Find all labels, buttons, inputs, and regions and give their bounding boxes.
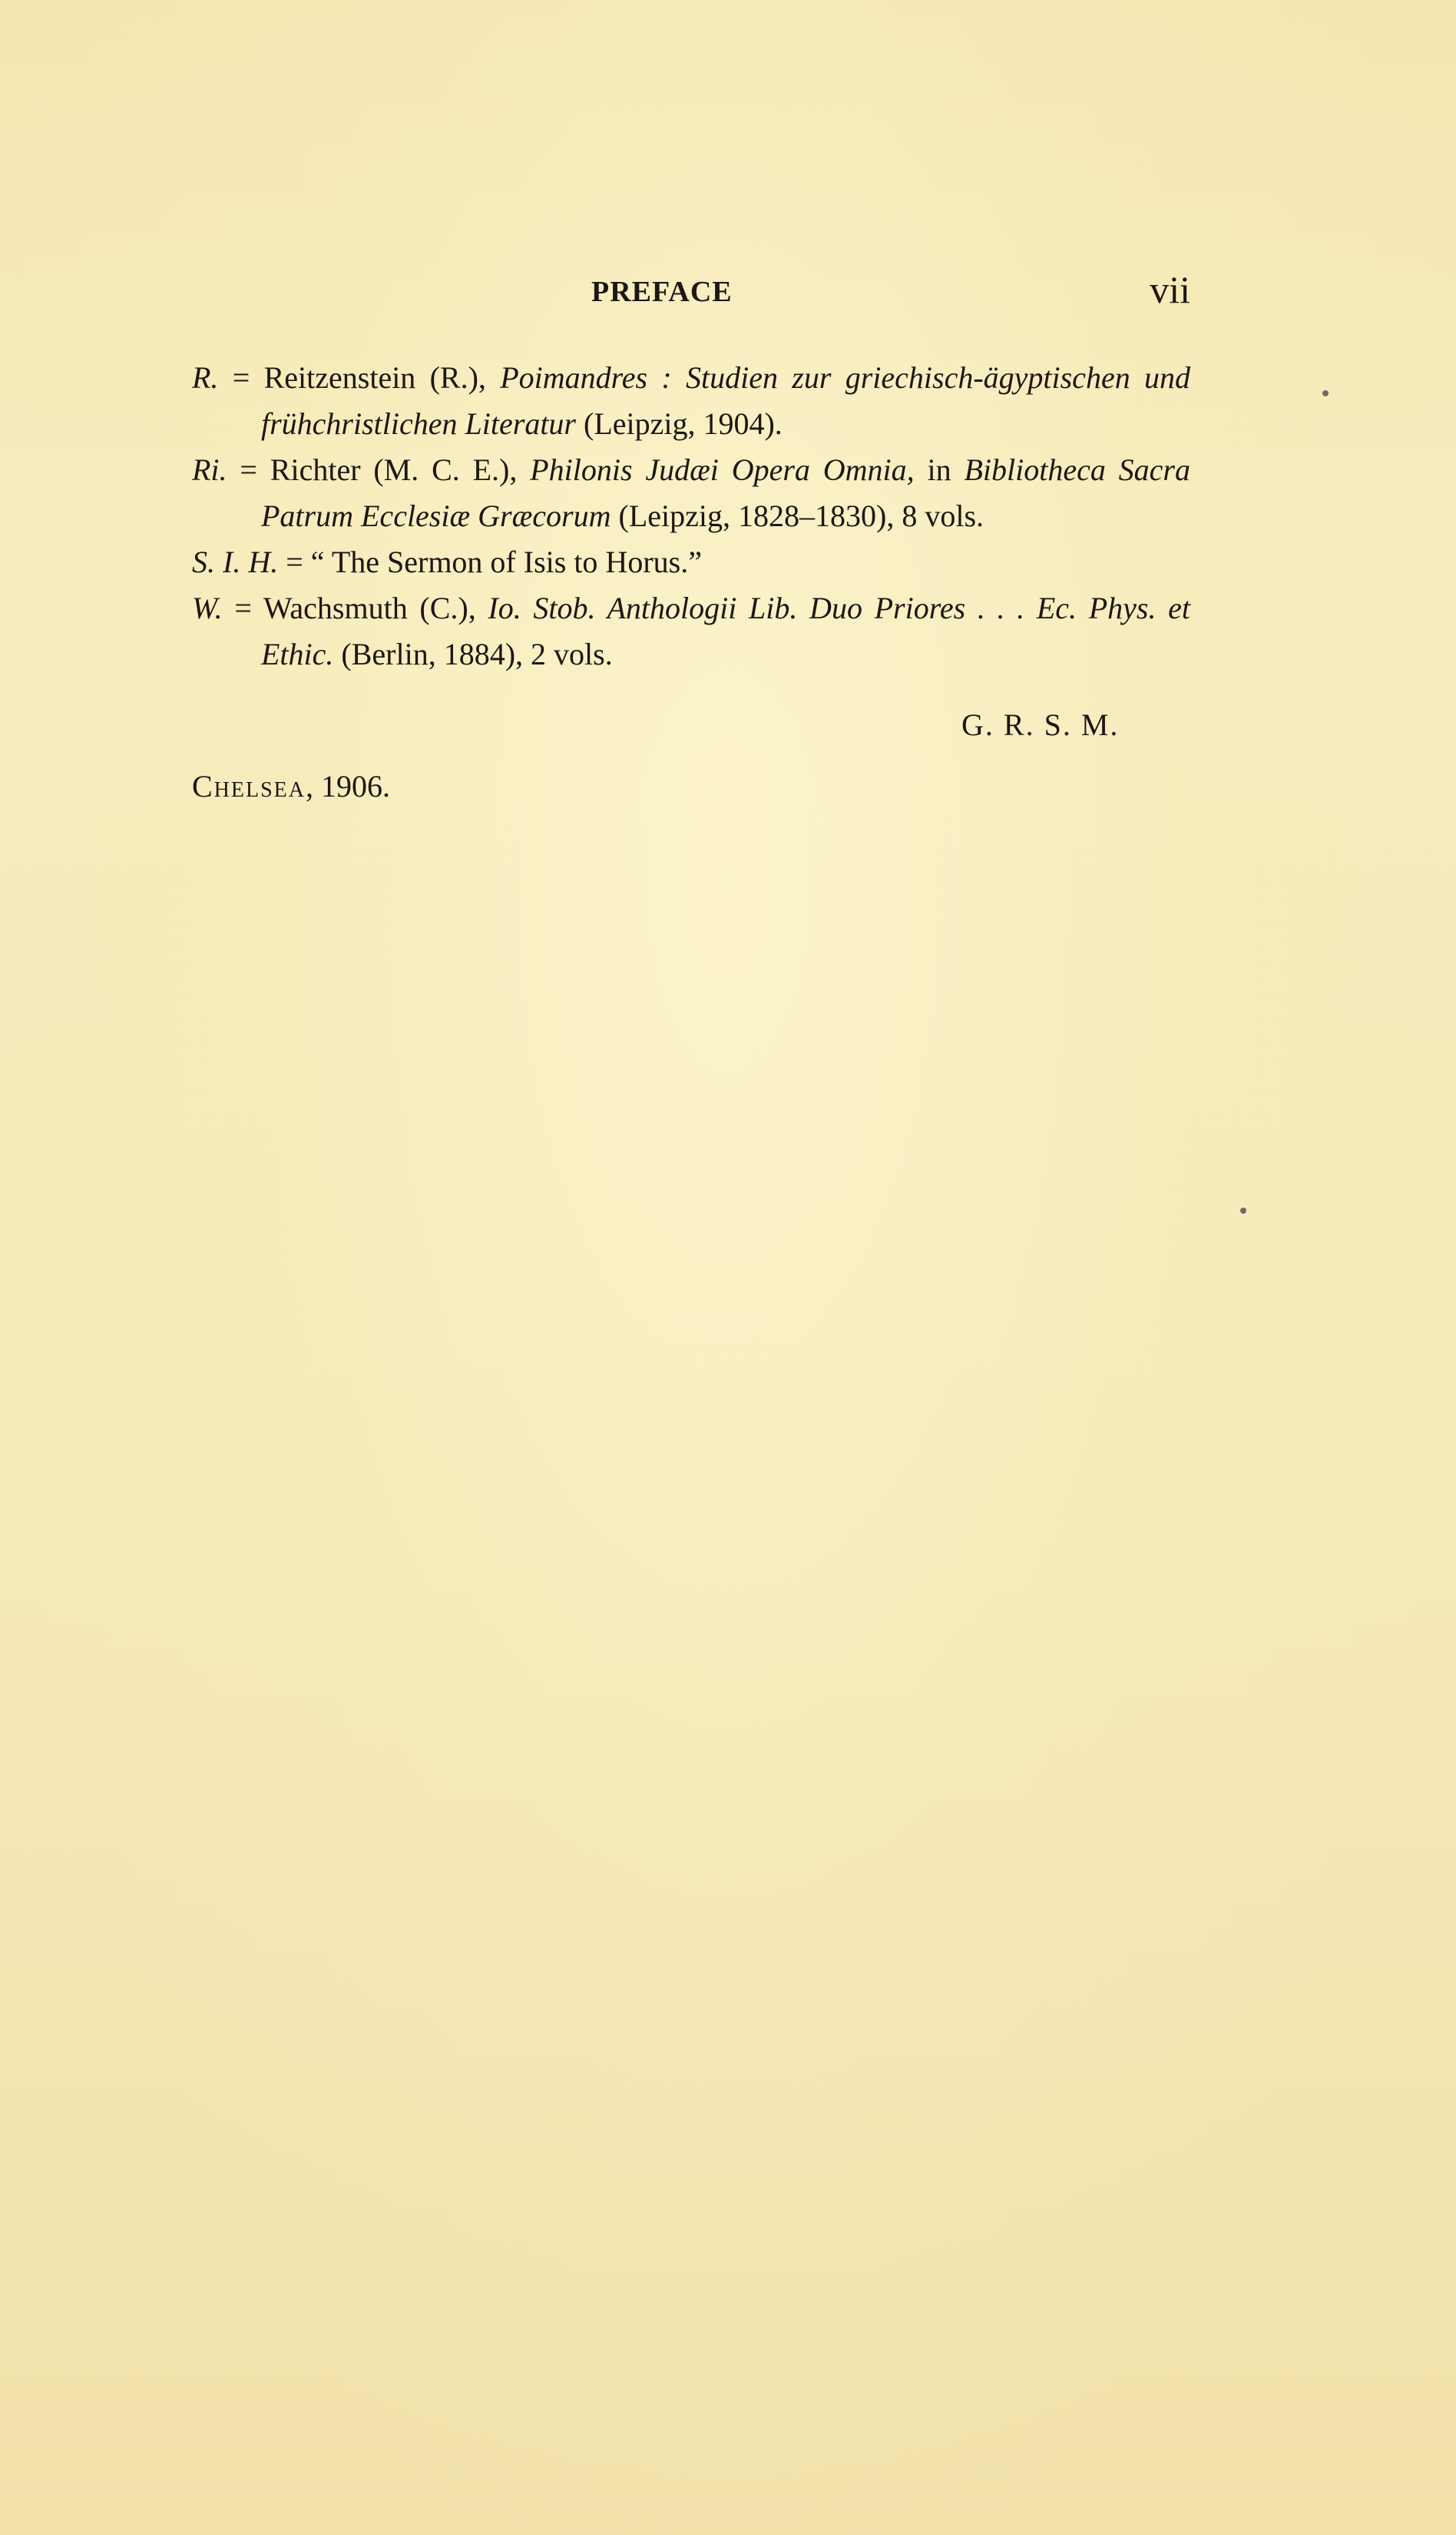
entry-series-title: Bibliotheca Sacra Patrum Ecclesiæ Græcorum: [261, 452, 1190, 533]
entry-publication: (Leipzig, 1828–1830), 8 vols.: [611, 499, 984, 533]
entry-title: Philonis Judæi Opera Omnia,: [530, 452, 915, 487]
entry-publication: (Berlin, 1884), 2 vols.: [333, 637, 613, 671]
page-number: vii: [1150, 268, 1190, 311]
abbreviation-entry: [192, 539, 1190, 585]
entry-description: “ The Sermon of Isis to Horus.”: [310, 545, 702, 579]
entry-abbreviation: W.: [192, 591, 223, 625]
author-initials: G. R. S. M.: [961, 707, 1120, 742]
entry-author: Wachsmuth (C.),: [263, 591, 488, 625]
running-head: PREFACE: [591, 276, 733, 308]
entry-publication: (Leipzig, 1904).: [576, 406, 783, 441]
entry-equals: =: [218, 360, 264, 395]
entry-abbreviation: R.: [192, 360, 219, 395]
entry-title: Io. Stob. Anthologii Lib. Duo Priores . . . Ec. Phys. et Ethic.: [261, 591, 1191, 671]
abbreviation-entry: [192, 585, 1190, 678]
year: , 1906.: [306, 769, 391, 804]
entry-connector: in: [914, 452, 965, 487]
abbreviation-entry: [192, 447, 1190, 539]
place-and-date: [192, 768, 390, 804]
entry-equals: =: [222, 591, 263, 625]
paper-speck: [1322, 390, 1329, 396]
entry-author: Reitzenstein (R.),: [263, 360, 501, 395]
entry-equals: =: [278, 545, 311, 579]
abbreviation-entry: [192, 355, 1190, 447]
abbreviations-list: [192, 355, 1190, 678]
entry-equals: =: [227, 452, 270, 487]
entry-abbreviation: Ri.: [192, 452, 227, 487]
entry-title: Poimandres : Studien zur griechisch-ägyptischen und frühchristlichen Literatur: [261, 360, 1190, 441]
paper-speck: [1240, 1208, 1246, 1214]
entry-author: Richter (M. C. E.),: [270, 452, 531, 487]
place-name: Chelsea: [192, 769, 306, 804]
entry-abbreviation: S. I. H.: [192, 545, 279, 579]
page-header: [192, 270, 1190, 316]
